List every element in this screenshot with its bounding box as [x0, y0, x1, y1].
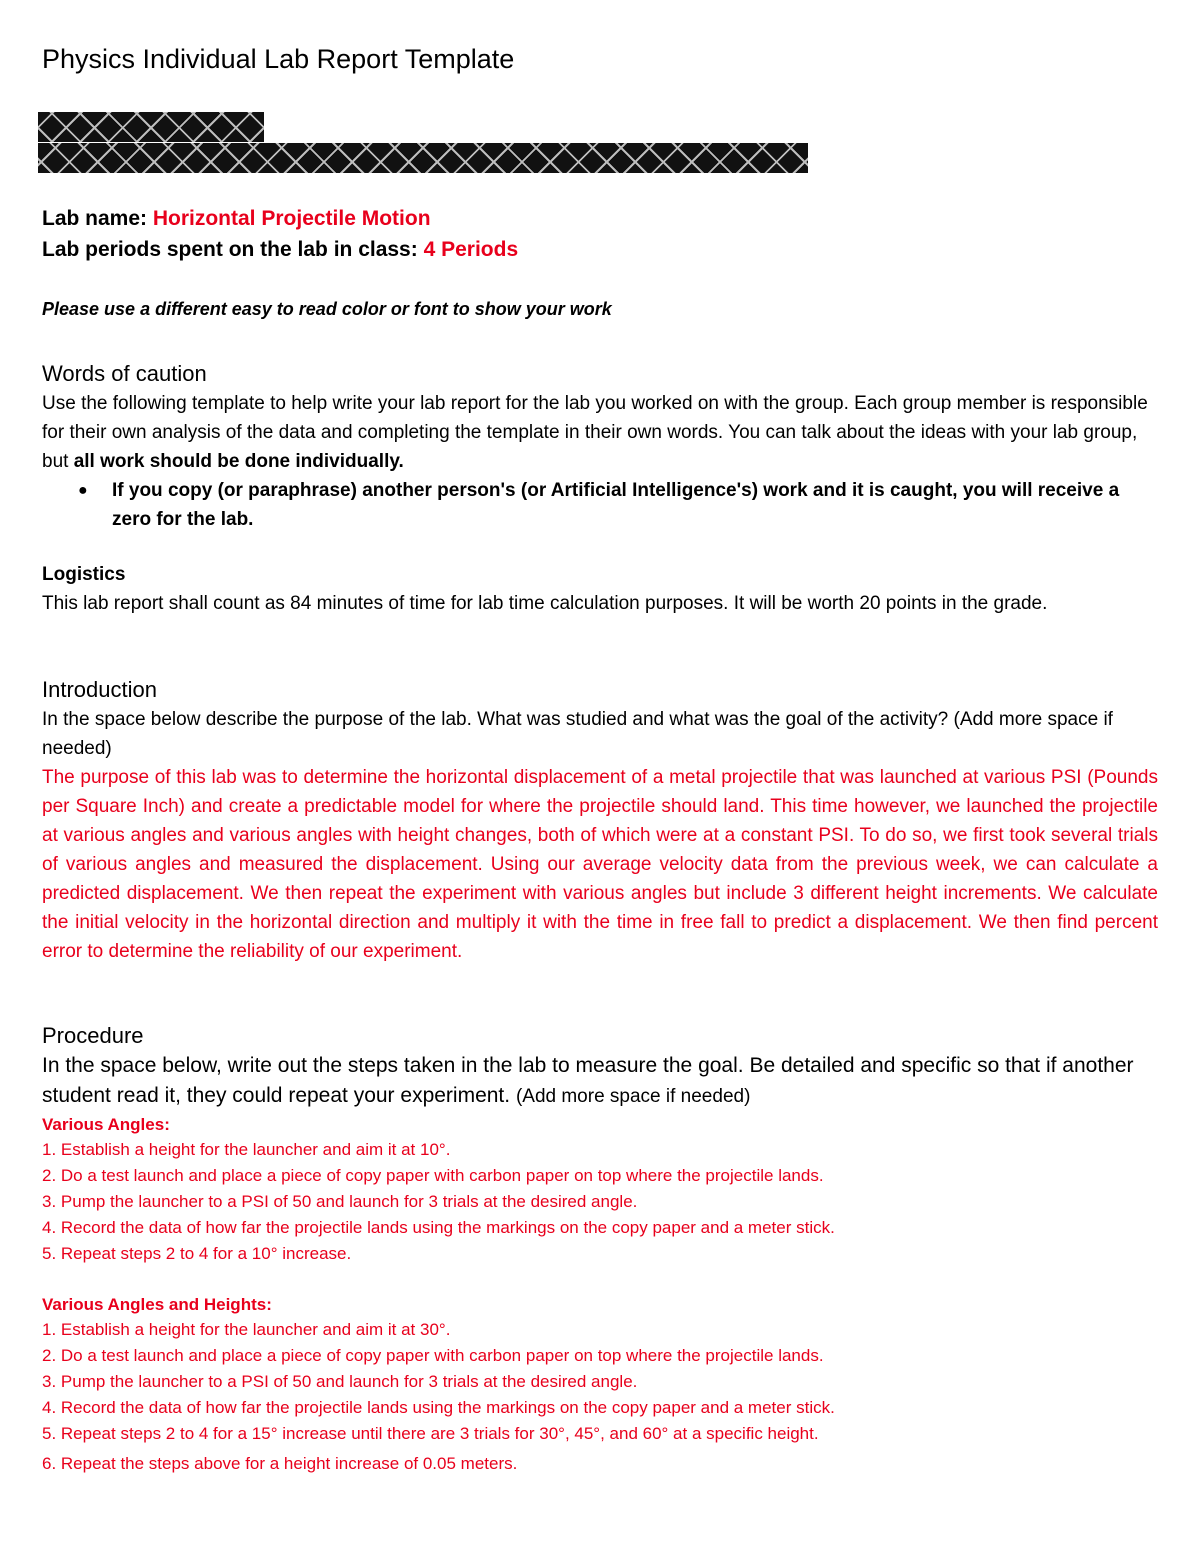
caution-bold: all work should be done individually.	[73, 451, 404, 472]
logistics-text: This lab report shall count as 84 minutes of time for lab time calculation purposes. It will be worth 20 points in the grade.	[42, 593, 1048, 614]
lab-periods-label: Lab periods spent on the lab in class:	[42, 238, 424, 261]
introduction-heading: Introduction	[42, 677, 157, 702]
angles-heights-step: 6. Repeat the steps above for a height increase of 0.05 meters.	[42, 1454, 518, 1473]
logistics-section	[42, 561, 1158, 618]
introduction-answer: The purpose of this lab was to determine the horizontal displacement of a metal projectile that was launched at various PSI (Pounds per Square Inch) and create a predictable model for where the projectile should land. This time however, we launched the projectile at various angles and various angles with height changes, both of which were at a constant PSI. To do so, we first took several trials of various angles and measured the displacement. Using our average velocity data from the previous week, we can calculate a predicted displacement. We then repeat the experiment with various angles but include 3 different height increments. We calculate the initial velocity in the horizontal direction and multiply it with the time in free fall to predict a displacement. We then find percent error to determine the reliability of our experiment.	[42, 767, 1158, 962]
caution-heading: Words of caution	[42, 361, 207, 386]
redacted-info-block	[38, 143, 808, 173]
instruction-text: Please use a different easy to read color or font to show your work	[42, 299, 612, 319]
lab-periods-value: 4 Periods	[423, 238, 519, 261]
angles-heights-heading: Various Angles and Heights:	[42, 1295, 272, 1314]
various-angles-step: 3. Pump the launcher to a PSI of 50 and launch for 3 trials at the desired angle.	[42, 1192, 638, 1211]
caution-section	[42, 359, 1158, 534]
logistics-heading: Logistics	[42, 564, 126, 585]
lab-name-value: Horizontal Projectile Motion	[152, 207, 431, 230]
procedure-prompt-small: (Add more space if needed)	[515, 1086, 751, 1107]
various-angles-step: 4. Record the data of how far the projectile lands using the markings on the copy paper and a meter stick.	[42, 1218, 835, 1237]
lab-name-label: Lab name:	[42, 207, 153, 230]
page-title: Physics Individual Lab Report Template	[42, 44, 515, 74]
caution-bullet	[42, 476, 1158, 534]
angles-heights-step: 2. Do a test launch and place a piece of copy paper with carbon paper on top where the projectile lands.	[42, 1346, 824, 1365]
caution-bullet-text: If you copy (or paraphrase) another person's (or Artificial Intelligence's) work and it is caught, you will receive a zero for the lab.	[112, 480, 1120, 530]
angles-heights-step: 3. Pump the launcher to a PSI of 50 and launch for 3 trials at the desired angle.	[42, 1372, 638, 1391]
procedure-heading: Procedure	[42, 1023, 144, 1048]
caution-body: Use the following template to help write your lab report for the lab you worked on with the group. Each group member is responsible for their own analysis of the data and completing the template in their own words. You can talk about the ideas with your lab group, but	[42, 393, 1148, 472]
caution-text	[42, 389, 1158, 476]
introduction-section	[42, 675, 1158, 966]
bullet-icon: ●	[78, 482, 88, 499]
redacted-name-block	[38, 112, 264, 142]
lab-periods-line	[42, 234, 1158, 265]
procedure-prompt-text: In the space below, write out the steps taken in the lab to measure the goal. Be detailed and specific so that if another student read it, they could repeat your experiment.	[42, 1054, 1134, 1107]
introduction-prompt: In the space below describe the purpose of the lab. What was studied and what was the goal of the activity? (Add more space if needed)	[42, 709, 1113, 759]
procedure-prompt	[42, 1051, 1158, 1112]
various-angles-step: 2. Do a test launch and place a piece of copy paper with carbon paper on top where the projectile lands.	[42, 1166, 824, 1185]
various-angles-step: 1. Establish a height for the launcher and aim it at 10°.	[42, 1140, 451, 1159]
angles-heights-step: 4. Record the data of how far the projectile lands using the markings on the copy paper and a meter stick.	[42, 1398, 835, 1417]
various-angles-step: 5. Repeat steps 2 to 4 for a 10° increase.	[42, 1244, 352, 1263]
angles-heights-step: 1. Establish a height for the launcher and aim it at 30°.	[42, 1320, 451, 1339]
procedure-section	[42, 1021, 1158, 1477]
lab-name-line	[42, 203, 1158, 234]
lab-info	[42, 203, 1158, 265]
various-angles-heading: Various Angles:	[42, 1115, 170, 1134]
angles-heights-step: 5. Repeat steps 2 to 4 for a 15° increase until there are 3 trials for 30°, 45°, and 60° at a specific height.	[42, 1424, 819, 1443]
